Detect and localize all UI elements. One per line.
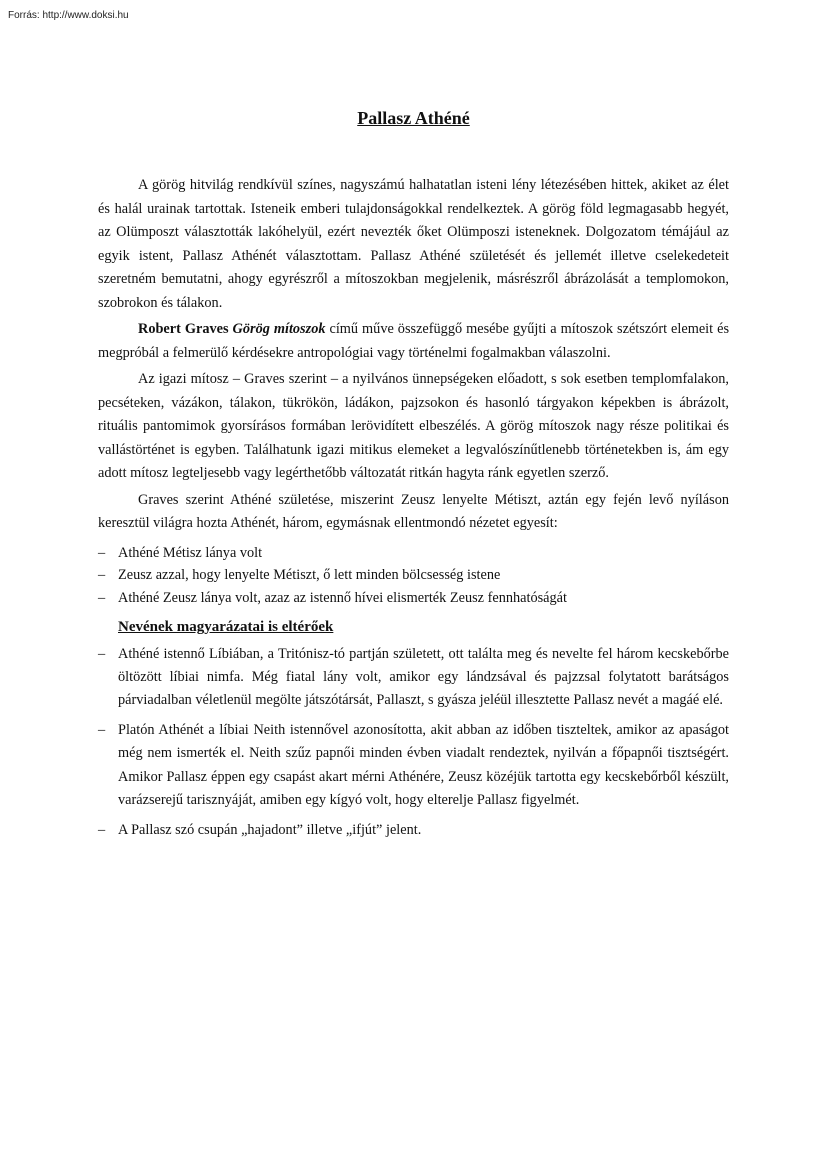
list-item: – Athéné Zeusz lánya volt, azaz az istennő hívei elismerték Zeusz fennhatóságát <box>98 587 729 610</box>
paragraph-myth: Az igazi mítosz – Graves szerint – a nyilvános ünnepségeken előadott, s sok esetben templomfalakon, pecséteken, vázákon, tálakon, tükrökön, ládákon, pajzsokon és hasonló tárgyakon képekben is ábrázolt, rituális pantomimok gyorsírásos formában lerövidített elbeszélés. A görög mítoszok nagy része politikai és vallástörténet is egyben. Találhatunk igazi mitikus elemeket a legvalószínűtlenebb történetekben is, ám egy adott mítosz legteljesebb vagy legérthetőbb változatát ritkán hagyta ránk egyetlen szerző. <box>98 371 729 481</box>
author-name: Robert Graves <box>138 321 229 337</box>
list-item: – Platón Athénét a líbiai Neith istennővel azonosította, akit abban az időben tiszteltek, amikor az apaságot még nem ismerték el. Neith szűz papnői minden évben viadalt rendeztek, nyilván a főpapnői tisztségért. Amikor Pallasz éppen egy csapást akart mérni Athénére, Zeusz közéjük tartotta egy kecskebőrből készült, varázserejű tarisznyáját, amiben egy kígyó volt, hogy elterelje Pallasz figyelmét. <box>98 719 729 811</box>
paragraph-birth: Graves szerint Athéné születése, miszerint Zeusz lenyelte Métiszt, aztán egy fején levő nyíláson keresztül világra hozta Athénét, három, egymásnak ellentmondó nézetet egyesít: <box>98 491 729 531</box>
document-title: Pallasz Athéné <box>357 108 470 128</box>
book-title: Görög mítoszok <box>232 321 326 337</box>
list-item: – A Pallasz szó csupán „hajadont” illetve „ifjút” jelent. <box>98 819 729 842</box>
paragraph-intro: A görög hitvilág rendkívül színes, nagyszámú halhatatlan isteni lény létezésében hittek, akiket az élet és halál urainak tartottak. Isteneik emberi tulajdonságokkal rendelkeztek. A görög föld legmagasabb hegyét, az Olümposzt választották lakóhelyül, ezért nevezték őket Olümposzi isteneknek. Dolgozatom témájául az egyik istent, Pallasz Athénét választottam. Pallasz Athéné születését és jellemét illetve cselekedeteit szeretném bemutatni, ahogy egyrészről a mítoszokban megjelenik, másrészről ábrázolását a templomokon, szobrokon és tálakon. <box>98 177 729 311</box>
paragraph-graves-text: című műve összefüggő mesébe gyűjti a mítoszok szétszórt elemeit és megpróbál a felmerülő kérdésekre antropológiai vagy történelmi fogalmakban válaszolni. <box>98 321 730 361</box>
explanations-list <box>98 643 729 842</box>
list-item: – Zeusz azzal, hogy lenyelte Métiszt, ő lett minden bölcsesség istene <box>98 564 729 587</box>
list-item: – Athéné istennő Líbiában, a Tritónisz-tó partján született, ott találta meg és nevelte fel három kecskebőrbe öltözött líbiai nimfa. Még fiatal lány volt, amikor egy lándzsával és pajzzsal folytatott barátságos párviadalban véletlenül megölte játszótársát, Pallaszt, s gyásza jeléül illesztette Pallasz nevét a magáé elé. <box>98 643 729 712</box>
list-item: – Athéné Métisz lánya volt <box>98 542 729 565</box>
section-heading: Nevének magyarázatai is eltérőek <box>118 618 334 635</box>
paragraph-graves <box>98 318 729 365</box>
views-list <box>98 542 729 610</box>
source-note: Forrás: http://www.doksi.hu <box>8 10 129 21</box>
document-body <box>98 174 729 842</box>
